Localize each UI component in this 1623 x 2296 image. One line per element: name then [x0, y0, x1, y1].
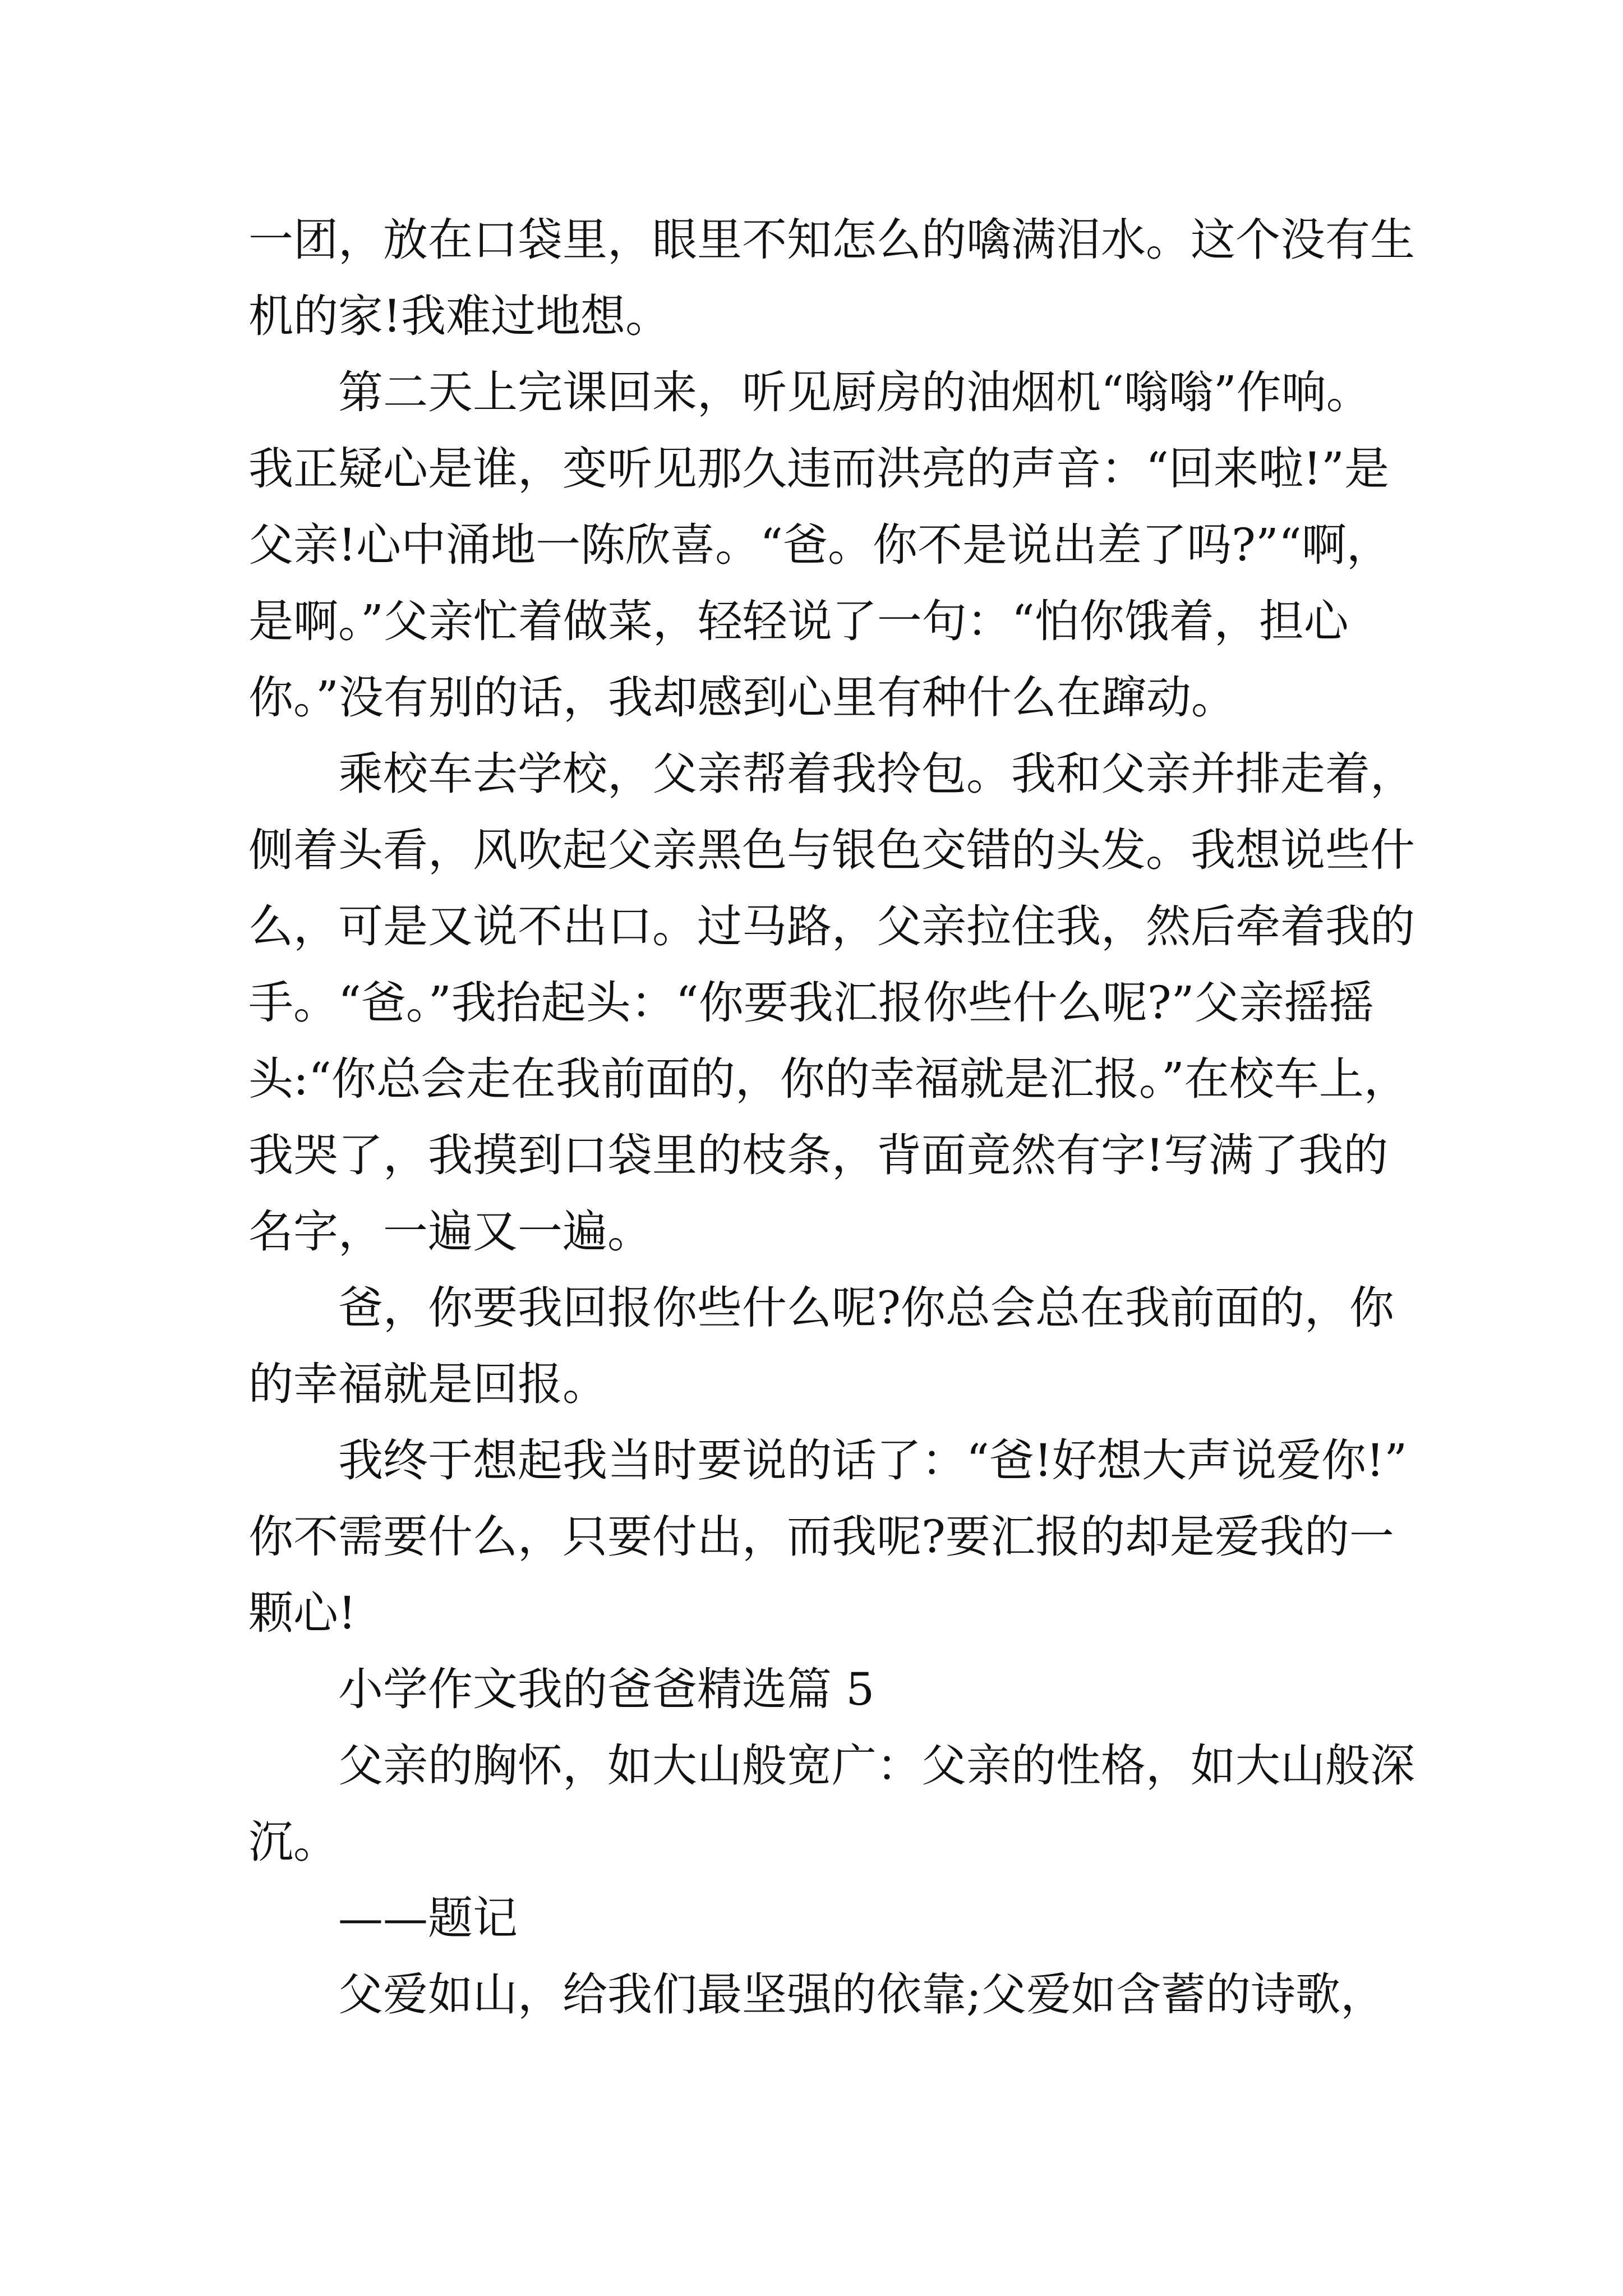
text-line: 我正疑心是谁，变听见那久违而洪亮的声音：“回来啦!”是: [248, 443, 1389, 495]
text-line: 你不需要什么，只要付出，而我呢?要汇报的却是爱我的一: [248, 1511, 1394, 1563]
text-line: 我哭了，我摸到口袋里的枝条，背面竟然有字!写满了我的: [248, 1129, 1389, 1181]
section-heading: 小学作文我的爸爸精选篇 5: [338, 1663, 875, 1715]
text-line: 第二天上完课回来，听见厨房的油烟机“嗡嗡”作响。: [338, 366, 1371, 418]
text-line: 机的家!我难过地想。: [248, 290, 671, 342]
epigraph-attribution: ——题记: [338, 1892, 518, 1944]
text-line: 头:“你总会走在我前面的，你的幸福就是汇报。”在校车上，: [248, 1053, 1409, 1105]
text-line: 父亲的胸怀，如大山般宽广：父亲的性格，如大山般深: [338, 1740, 1415, 1792]
text-line: 侧着头看，风吹起父亲黑色与银色交错的头发。我想说些什: [248, 824, 1415, 876]
text-line: 父爱如山，给我们最坚强的依靠;父爱如含蓄的诗歌，: [338, 1968, 1385, 2021]
text-line: 你。”没有别的话，我却感到心里有种什么在蹿动。: [248, 671, 1236, 724]
text-line: 一团，放在口袋里，眼里不知怎么的噙满泪水。这个没有生: [248, 214, 1415, 266]
document-body: [248, 202, 1415, 2033]
text-line: 乘校车去学校，父亲帮着我拎包。我和父亲并排走着，: [338, 748, 1415, 800]
text-line: 颗心!: [248, 1587, 357, 1639]
text-line: 手。“爸。”我抬起头：“你要我汇报你些什么呢?”父亲摇摇: [248, 977, 1374, 1029]
text-line: 名字，一遍又一遍。: [248, 1205, 652, 1258]
text-line: 我终于想起我当时要说的话了：“爸!好想大声说爱你!”: [338, 1434, 1408, 1487]
text-line: 是啊。”父亲忙着做菜，轻轻说了一句：“怕你饿着，担心: [248, 595, 1349, 647]
text-line: 沉。: [248, 1816, 338, 1868]
text-line: 爸，你要我回报你些什么呢?你总会总在我前面的，你: [338, 1282, 1394, 1334]
text-line: 的幸福就是回报。: [248, 1358, 607, 1410]
text-line: 么，可是又说不出口。过马路，父亲拉住我，然后牵着我的: [248, 900, 1415, 953]
text-line: 父亲!心中涌地一陈欣喜。“爸。你不是说出差了吗?”“啊，: [248, 519, 1391, 571]
